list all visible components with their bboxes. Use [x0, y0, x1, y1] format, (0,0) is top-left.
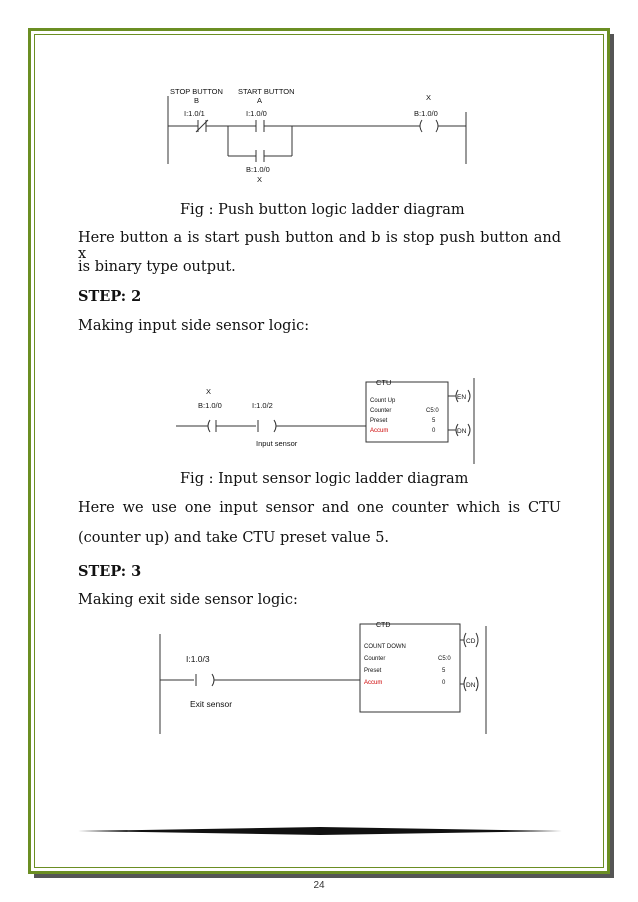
start-button-label: START BUTTON	[238, 87, 295, 96]
exit-sensor-label: Exit sensor	[190, 699, 233, 709]
figure-2-caption: Fig : Input sensor logic ladder diagram	[180, 471, 469, 487]
ctu-row-2-value: C5:0	[426, 408, 439, 414]
coil-dn-ctd: DN	[466, 682, 476, 689]
ctd-row-4: Accum	[364, 680, 383, 686]
start-button-letter: A	[257, 96, 263, 105]
step-3-text: Making exit side sensor logic:	[78, 592, 298, 608]
ctu-row-4-value: 0	[432, 428, 436, 434]
ctu-row-1: Count Up	[370, 398, 396, 404]
exit-sensor-ladder-diagram	[156, 614, 492, 736]
coil-dn: DN	[457, 428, 467, 435]
ctu-row-3-value: 5	[432, 418, 436, 424]
push-button-ladder-diagram	[160, 82, 480, 190]
input-sensor-label: Input sensor	[256, 439, 298, 448]
seal-in-letter: X	[257, 175, 263, 184]
stop-button-label: STOP BUTTON	[170, 87, 223, 96]
ctd-row-4-value: 0	[442, 680, 446, 686]
ctu-row-4: Accum	[370, 428, 389, 434]
input-sensor-ladder-diagram	[176, 374, 480, 466]
page-shadow-right	[610, 34, 614, 877]
x-address: B:1.0/0	[198, 401, 222, 410]
ctd-row-1: COUNT DOWN	[364, 644, 406, 650]
step-2-text: Making input side sensor logic:	[78, 318, 310, 334]
step-3-heading: STEP: 3	[78, 563, 142, 580]
stop-button-letter: B	[194, 96, 200, 105]
ctd-row-3-value: 5	[442, 668, 446, 674]
output-letter: X	[426, 93, 432, 102]
start-button-address: I:1.0/0	[246, 109, 267, 118]
x-letter: X	[206, 387, 212, 396]
figure-1-caption: Fig : Push button logic ladder diagram	[180, 202, 465, 218]
step-2-heading: STEP: 2	[78, 288, 142, 305]
exit-sensor-address: I:1.0/3	[186, 654, 210, 664]
paragraph-2-line-2: (counter up) and take CTU preset value 5.	[78, 530, 390, 546]
paragraph-1-line-1: Here button a is start push button and b is stop push button and x	[78, 230, 561, 262]
page-number: 24	[313, 880, 325, 891]
ctu-title: CTU	[376, 378, 392, 387]
coil-cd: CD	[466, 638, 476, 645]
coil-en: EN	[457, 394, 467, 401]
ctu-row-2: Counter	[370, 408, 392, 414]
ctu-row-3: Preset	[370, 418, 388, 424]
decorative-rule	[78, 826, 562, 836]
output-address: B:1.0/0	[414, 109, 438, 118]
paragraph-1-line-2: is binary type output.	[78, 259, 236, 275]
ctd-row-2: Counter	[364, 656, 386, 662]
ctd-title: CTD	[376, 622, 391, 629]
ctd-row-2-value: C5:0	[438, 656, 451, 662]
ctd-row-3: Preset	[364, 668, 382, 674]
page-shadow-bottom	[34, 874, 614, 878]
input-sensor-address: I:1.0/2	[252, 401, 273, 410]
stop-button-address: I:1.0/1	[184, 109, 205, 118]
seal-in-address: B:1.0/0	[246, 165, 270, 174]
paragraph-2-line-1: Here we use one input sensor and one counter which is CTU	[78, 500, 561, 516]
